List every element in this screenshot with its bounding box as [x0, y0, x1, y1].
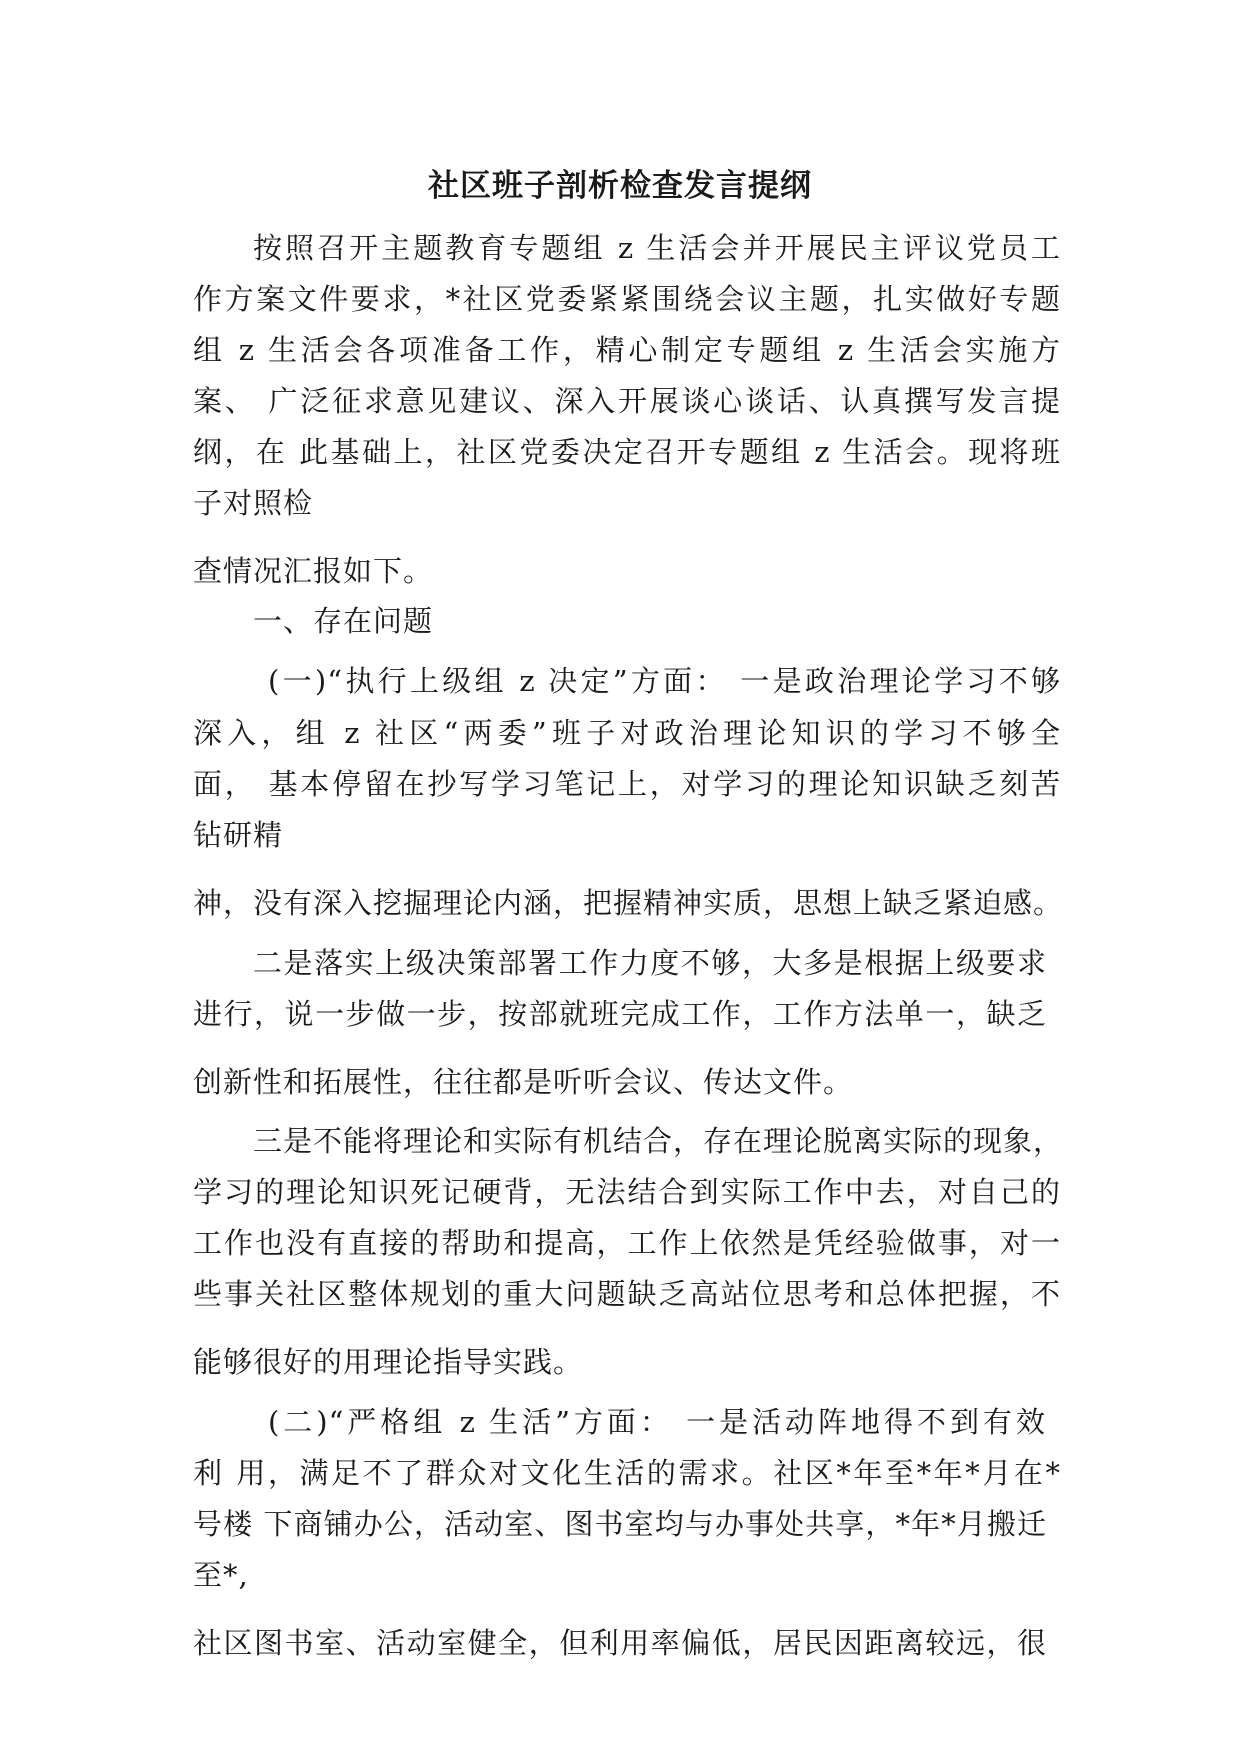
body-line: 号楼 下商铺办公，活动室、图书室均与办事处共享，*年*月搬迁 [193, 1507, 1047, 1541]
body-line: 工作也没有直接的帮助和提高，工作上依然是凭经验做事，对一 [193, 1226, 1061, 1260]
body-line: 面， 基本停留在抄写学习笔记上，对学习的理论知识缺乏刻苦 [193, 767, 1061, 801]
body-line: 学习的理论知识死记硬背，无法结合到实际工作中去，对自己的 [193, 1175, 1061, 1209]
body-line: 至*, [193, 1558, 249, 1592]
body-line: 案、 广泛征求意见建议、深入开展谈心谈话、认真撰写发言提 [193, 384, 1061, 418]
section-heading: 一、存在问题 [253, 604, 434, 638]
body-line: 深入，组 z 社区“两委”班子对政治理论知识的学习不够全 [193, 716, 1061, 750]
body-line: 作方案文件要求，*社区党委紧紧围绕会议主题，扎实做好专题 [193, 282, 1061, 316]
body-line: 创新性和拓展性，往往都是听听会议、传达文件。 [193, 1065, 854, 1099]
body-line: 进行，说一步做一步，按部就班完成工作，工作方法单一，缺乏 [193, 997, 1047, 1031]
body-line: 社区图书室、活动室健全，但利用率偏低，居民因距离较远，很 [193, 1626, 1047, 1660]
body-line: 钻研精 [193, 818, 284, 852]
body-line: 纲，在 此基础上，社区党委决定召开专题组 z 生活会。现将班 [193, 435, 1061, 469]
body-line: 按照召开主题教育专题组 z 生活会并开展民主评议党员工 [253, 231, 1061, 265]
body-line: 子对照检 [193, 486, 314, 520]
body-line: 组 z 生活会各项准备工作，精心制定专题组 z 生活会实施方 [193, 333, 1061, 367]
body-line: 能够很好的用理论指导实践。 [193, 1345, 584, 1379]
body-line: 查情况汇报如下。 [193, 554, 434, 588]
body-line: 三是不能将理论和实际有机结合，存在理论脱离实际的现象， [253, 1124, 1064, 1158]
body-line: 些事关社区整体规划的重大问题缺乏高站位思考和总体把握，不 [193, 1277, 1061, 1311]
body-line: 二是落实上级决策部署工作力度不够，大多是根据上级要求 [253, 946, 1047, 980]
body-line: 神，没有深入挖掘理论内涵，把握精神实质，思想上缺乏紧迫感。 [193, 886, 1064, 920]
subsection-line: (二)“严格组 z 生活”方面： 一是活动阵地得不到有效 [268, 1405, 1046, 1439]
document-title: 社区班子剖析检查发言提纲 [428, 168, 812, 204]
body-line: 利 用，满足不了群众对文化生活的需求。社区*年至*年*月在* [193, 1456, 1061, 1490]
subsection-line: (一)“执行上级组 z 决定”方面： 一是政治理论学习不够 [268, 664, 1061, 698]
